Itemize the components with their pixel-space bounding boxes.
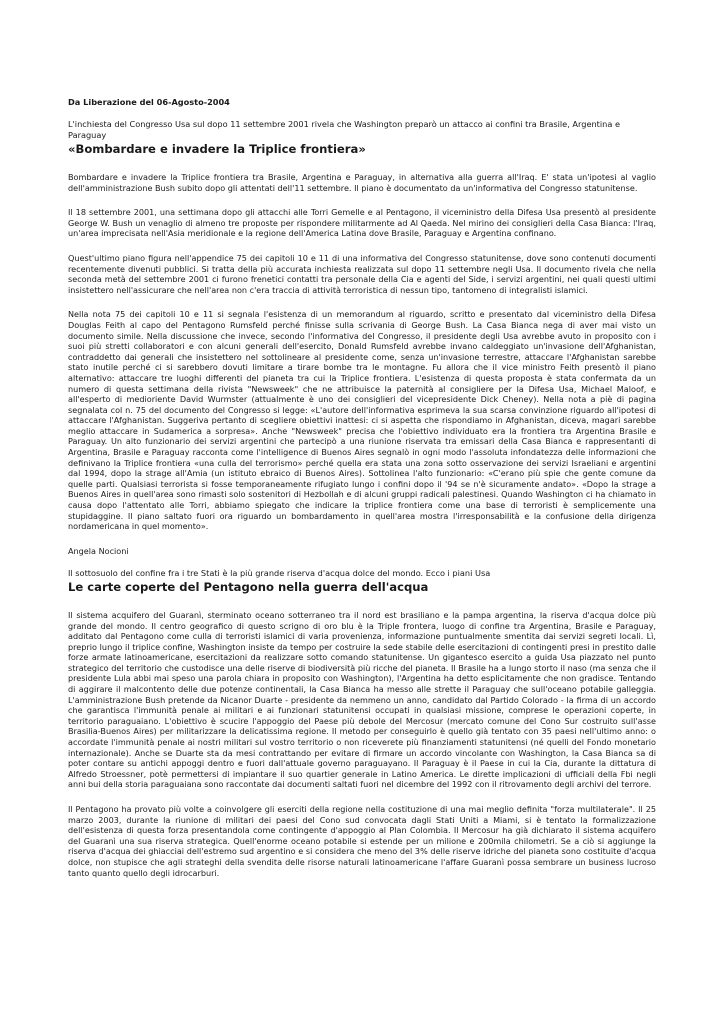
- article-1-kicker: L'inchiesta del Congresso Usa sul dopo 11 settembre 2001 rivela che Washington preparò un attacco ai confini tra Brasile, Argentina e Paraguay: [68, 119, 621, 140]
- article-2: [68, 568, 656, 878]
- article-1-paragraph: Bombardare e invadere la Triplice frontiera tra Brasile, Argentina e Paraguay, in alternativa alla guerra all'Iraq. E' stata un'ipotesi al vaglio dell'amministrazione Bush subito dopo gli attentati dell'11 settembre. Il piano è documentato da un'informativa del Congresso statunitense.: [68, 172, 656, 193]
- article-1-paragraph: Il 18 settembre 2001, una settimana dopo gli attacchi alle Torri Gemelle e al Pentagono, il viceministro della Difesa Usa presentò al presidente George W. Bush un venaglio di almeno tre proposte per rispondere militarmente ad Al Qaeda. Nel mirino dei consiglieri della Casa Bianca: l'Iraq, un'area imprecisata nell'Asia meridionale e la regione dell'America Latina dove Brasile, Paraguay e Argentina confinano.: [68, 207, 656, 239]
- article-1-author: Angela Nocioni: [68, 545, 129, 556]
- article-1-paragraph: Quest'ultimo piano figura nell'appendice 75 dei capitoli 10 e 11 di una informativa del Congresso statunitense, dove sono contenuti documenti recentemente divenuti pubblici. Si tratta della più accurata inchiesta realizzata sul dopo 11 settembre negli Usa. Il documento rivela che nella seconda metà del settembre 2001 ci furono frenetici contatti tra personale della Cia e agenti del Side, i servizi argentini, nei quali questi ultimi insistettero nell'assicurare che nell'area non c'era traccia di attività terroristica di nessun tipo, tantomeno di integralisti islamici.: [68, 252, 656, 295]
- article-2-paragraph: Il sistema acquifero del Guaranì, sterminato oceano sotterraneo tra il nord est brasiliano e la pampa argentina, la riserva d'acqua dolce più grande del mondo. Il centro geografico di questo scrigno di oro blu è la Triple frontera, luogo di confine tra Argentina, Brasile e Paraguay, additato dal Pentagono come culla di terroristi islamici di varia provenienza, informazione puntualmente smentita dai servizi segreti locali. Lì, preprio lungo il triplice confine, Washington insiste da tempo per costruire la sede stabile delle esercitazioni di contingenti presi in prestito dalle forze armate latinoamericane, esercitazioni da realizzare sotto comando statunitense. Un gigantesco esercito a guida Usa piazzato nel punto strategico del territorio che custodisce una delle riserve di biodiversità più ricche del pianeta. Il Brasile ha a lungo storto il naso (ma senza che il presidente Lula abbi mai speso una parola chiara in proposito con Washington), l'Argentina ha detto esplicitamente che non gradisce. Tentando di aggirare il malcontento delle due potenze continentali, la Casa Bianca ha messo alle strette il Paraguay che sull'oceano potabile galleggia. L'amministrazione Bush pretende da Nicanor Duarte - presidente da nemmeno un anno, candidato dal Partido Colorado - la firma di un accordo che garantisca l'immunità penale ai militari e ai funzionari statunitensi occupati in qualsiasi missione, comprese le operazioni coperte, in territorio paraguaiano. L'obiettivo è scucire l'appoggio del Paese più debole del Mercosur (mercato comune del Cono Sur costruito sull'asse Brasilia-Buenos Aires) per militarizzare la delicatissima regione. Il metodo per conseguirlo è quello già tentato con 35 paesi nell'ultimo anno: o accordate l'immunità penale ai nostri militari sul vostro territorio o non riceverete più finanziamenti statunitensi (né quelli del Fondo monetario internazionale). Anche se Duarte sta da mesi contrattando per evitare di firmare un accordo vincolante con Washington, la Casa Bianca sa di poter contare su antichi appoggi dentro e fuori dall'attuale governo paraguayano. Il Paraguay è il Paese in cui la Cia, durante la dittatura di Alfredo Stroessner, potè permettersi di impiantare il suo quartier generale in Latino America. Le dirette implicazioni di ufficiali della Fbi negli anni bui della storia paraguaiana sono raccontate dai documenti saltati fuori nel dicembre del 1992 con il ritrovamento degli archivi del terrore.: [68, 609, 656, 790]
- article-1-paragraph: Nella nota 75 dei capitoli 10 e 11 si segnala l'esistenza di un memorandum al riguardo, scritto e presentato dal viceministro della Difesa Douglas Feith al capo del Pentagono Rumsfeld perché finisse sulla scrivania di George Bush. La Casa Bianca nega di aver mai visto un documento simile. Nella discussione che invece, secondo l'informativa del Congresso, il presidente degli Usa avrebbe avuto in proposito con i suoi più stretti collaboratori e con alcuni generali dell'esercito, Donald Rumsfeld avrebbe invano caldeggiato un'invasione dell'Afghanistan, contraddetto dai generali che insistettero nel sottolineare al presidente come, senza un'invasione terrestre, attaccare l'Afghanistan sarebbe stato inutile perché ci si sarebbero dovuti limitare a tirare bombe tra le montagne. Fu allora che il vice ministro Feith presentò il piano alternativo: attaccare tre luoghi differenti del pianeta tra cui la Triplice frontiera. L'esistenza di questa proposta è stata confermata da un numero di questa settimana della rivista "Newsweek" che ne attribuisce la paternità al consigliere per la Difesa Usa, Michael Maloof, e all'esperto di medioriente David Wurmster (attualmente è uno dei consiglieri del vicepresidente Dick Cheney). Nella nota a piè di pagina segnalata col n. 75 del documento del Congresso si legge: «L'autore dell'informativa esprimeva la sua scarsa convinzione riguardo all'ipotesi di attaccare l'Afghanistan. Suggeriva pertanto di scegliere obiettivi inattesi: ci si aspetta che rispondiamo in Afghanistan, diceva, magari sarebbe meglio attaccare in Sudamerica a sorpresa». Anche "Newsweek" precisa che l'obiettivo individuato era la frontiera tra Argentina Brasile e Paraguay. Un alto funzionario dei servizi argentini che partecipò a una riunione riservata tra emissari della Casa Bianca e rappresentanti di Argentina, Brasile e Paraguay racconta come l'intelligence di Buenos Aires segnalò in ogni modo l'assoluta infondatezza delle informazioni che definivano la Triplice frontiera «una culla del terrorismo» perché quella era stata una zona sotto osservazione dei servizi Israeliani e argentini dal 1994, dopo la strage all'Amia (un istituto ebraico di Buenos Aires). Sottolinea l'alto funzionario: «C'erano più spie che gente comune da quelle parti. Qualsiasi terrorista si fosse temporaneamente rifugiato lungo i confini dopo il '94 se n'è sicuramente andato». «Dopo la strage a Buenos Aires in quell'area sono rimasti solo sostenitori di Hezbollah e di alcuni gruppi radicali palestinesi. Quando Washington ci ha chiamato in causa dopo l'attentato alle Torri, abbiamo spiegato che indicare la triplice frontiera come una base di terroristi è semplicemente una stupidaggine. Il piano saltato fuori ora riguardo un bombardamento in quell'area mostra l'irresponsabilità e la confusione della dirigenza nordamericana in quel momento».: [68, 309, 656, 532]
- article-1: [68, 119, 656, 556]
- article-2-headline: Le carte coperte del Pentagono nella guerra dell'acqua: [68, 579, 429, 594]
- article-2-kicker: Il sottosuolo del confine fra i tre Stati è la più grande riserva d'acqua dolce del mondo. Ecco i piani Usa: [68, 568, 491, 579]
- source-line: Da Liberazione del 06-Agosto-2004: [68, 97, 230, 107]
- article-2-paragraph: Il Pentagono ha provato più volte a coinvolgere gli eserciti della regione nella costituzione di una mai meglio definita "forza multilaterale". Il 25 marzo 2003, durante la riunione di militari dei paesi del Cono sud convocata dagli Stati Uniti a Miami, si è tentato la formalizzazione dell'esistenza di questa forza presentandola come contingente d'appoggio al Plan Colombia. Il Mercosur ha già dichiarato il sistema acquifero del Guaranì una sua riserva strategica. Quell'enorme oceano potabile si estende per un milione e 200mila chilometri. Se a ciò si aggiunge la riserva d'acqua dei ghiacciai dell'estremo sud argentino e si considera che meno del 3% delle riserve idriche del pianeta sono costituite d'acqua dolce, non stupisce che agli strateghi della svendita delle risorse naturali latinoamericane l'affare Guaranì possa sembrare un business lucroso tanto quanto quello degli idrocarburi.: [68, 804, 656, 878]
- article-1-headline: «Bombardare e invadere la Triplice frontiera»: [68, 142, 366, 156]
